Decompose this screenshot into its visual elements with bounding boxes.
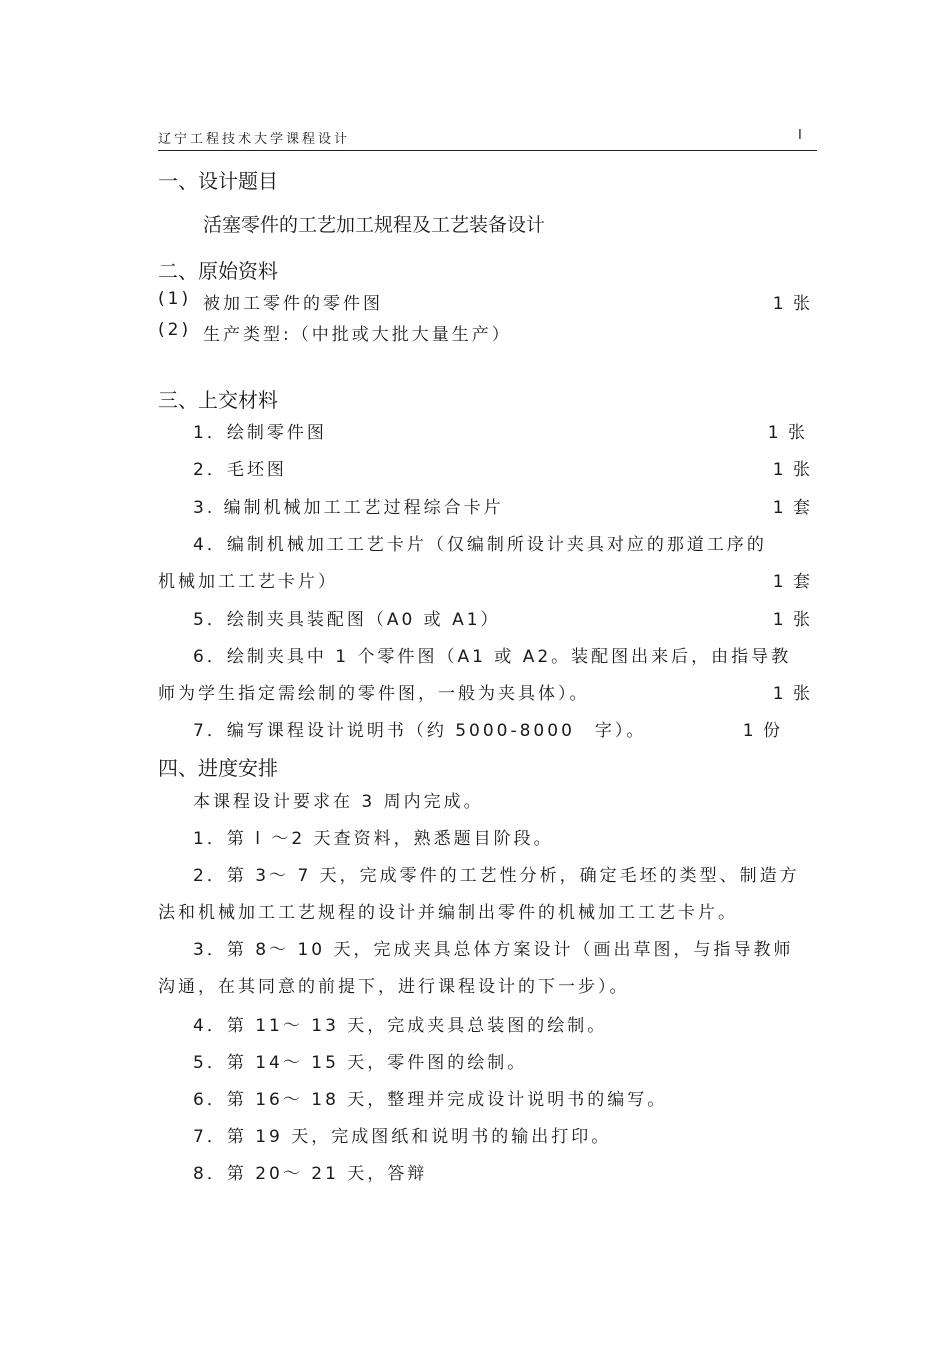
section-heading-source-materials: 二、原始资料	[158, 259, 278, 283]
section-heading-deliverables: 三、上交材料	[158, 388, 278, 412]
deliverable-line: 师为学生指定需绘制的零件图，一般为夹具体）。	[158, 684, 590, 704]
list-item-number: (2)	[158, 320, 192, 340]
deliverable-amount: 1 套	[772, 498, 812, 518]
schedule-line: 2．第 3～ 7 天，完成零件的工艺性分析，确定毛坯的类型、制造方	[193, 866, 800, 886]
schedule-line: 本课程设计要求在 3 周内完成。	[193, 792, 484, 812]
deliverable-line: 4．编制机械加工工艺卡片（仅编制所设计夹具对应的那道工序的	[193, 535, 767, 555]
deliverable-line: 2．毛坯图	[193, 460, 287, 480]
schedule-line: 沟通，在其同意的前提下，进行课程设计的下一步）。	[158, 977, 630, 997]
schedule-line: 4．第 11～ 13 天，完成夹具总装图的绘制。	[193, 1016, 608, 1036]
list-item-text: 被加工零件的零件图	[203, 294, 383, 314]
schedule-line: 3．第 8～ 10 天，完成夹具总体方案设计（画出草图，与指导教师	[193, 940, 794, 960]
deliverable-amount: 1 张	[767, 423, 807, 443]
schedule-line: 8．第 20～ 21 天，答辩	[193, 1164, 428, 1184]
deliverable-line: 3. 编制机械加工工艺过程综合卡片	[193, 498, 504, 518]
design-topic-title: 活塞零件的工艺加工规程及工艺装备设计	[203, 214, 546, 236]
deliverable-line: 机械加工工艺卡片）	[158, 572, 338, 592]
deliverable-line: 5．绘制夹具装配图（A0 或 A1）	[193, 610, 501, 630]
list-item-number: (1)	[158, 289, 192, 309]
header-title: 辽宁工程技术大学课程设计	[158, 132, 351, 147]
deliverable-amount: 1 份	[742, 721, 782, 741]
deliverable-amount: 1 套	[772, 572, 812, 592]
section-heading-schedule: 四、进度安排	[158, 756, 278, 780]
header-rule	[158, 150, 817, 151]
schedule-line: 7．第 19 天，完成图纸和说明书的输出打印。	[193, 1127, 612, 1147]
schedule-line: 5．第 14～ 15 天，零件图的绘制。	[193, 1053, 528, 1073]
section-heading-design-topic: 一、设计题目	[158, 169, 278, 193]
list-item-text: 生产类型:（中批或大批大量生产）	[203, 325, 512, 345]
page-number: I	[798, 128, 805, 143]
deliverable-amount: 1 张	[772, 460, 812, 480]
schedule-line: 6．第 16～ 18 天，整理并完成设计说明书的编写。	[193, 1090, 668, 1110]
schedule-line: 1．第 l ～2 天查资料，熟悉题目阶段。	[193, 829, 554, 849]
deliverable-line: 1．绘制零件图	[193, 423, 327, 443]
deliverable-amount: 1 张	[772, 684, 812, 704]
deliverable-line: 6．绘制夹具中 1 个零件图（A1 或 A2。装配图出来后，由指导教	[193, 647, 792, 667]
deliverable-line: 7．编写课程设计说明书（约 5000-8000 字）。	[193, 721, 647, 741]
schedule-line: 法和机械加工工艺规程的设计并编制出零件的机械加工工艺卡片。	[158, 903, 738, 923]
list-item-amount: 1 张	[772, 294, 812, 314]
deliverable-amount: 1 张	[772, 610, 812, 630]
